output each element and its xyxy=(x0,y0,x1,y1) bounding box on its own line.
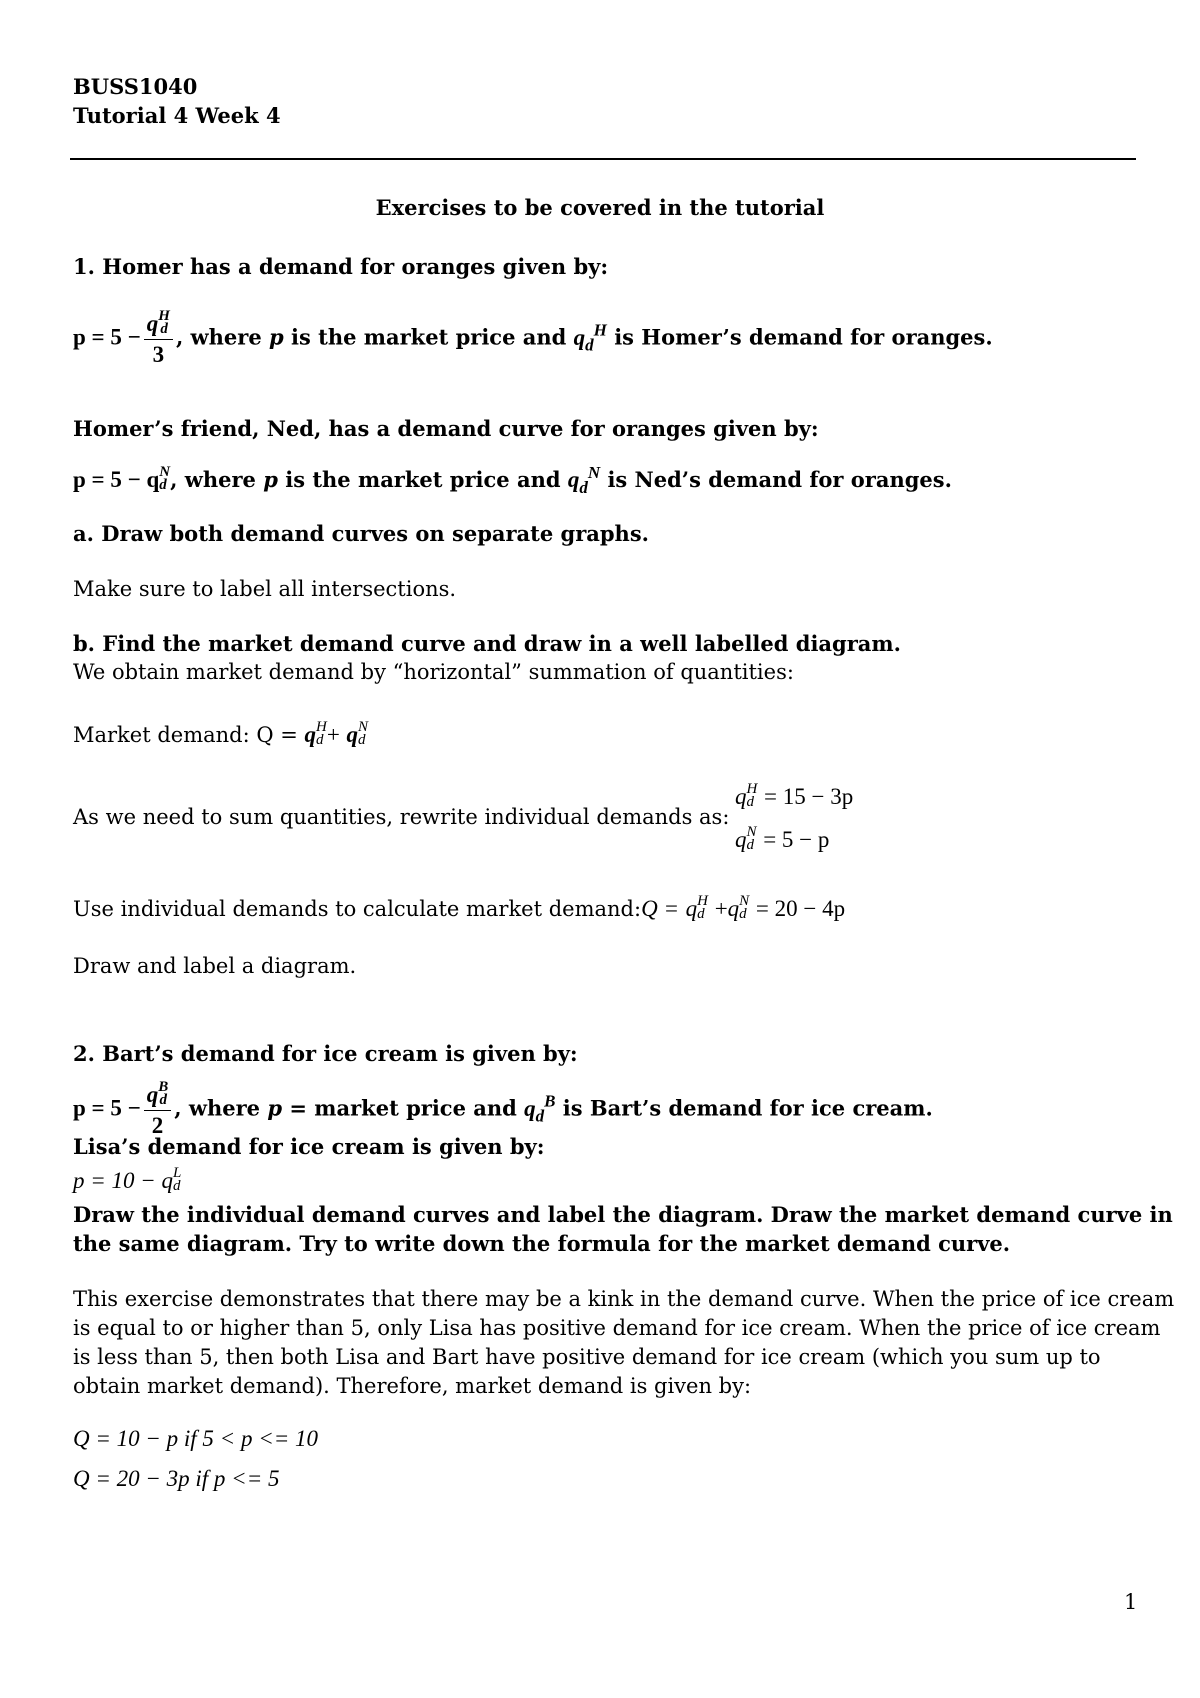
explain-line-1: This exercise demonstrates that there may be a kink in the demand curve. When the price of ice cream xyxy=(73,1287,1175,1311)
q1-homer-line: p = 5 − q H d 3 , where p is the market price and $q_d^H$ is Homer’s demand for oranges. xyxy=(73,307,993,368)
page-number: 1 xyxy=(1124,1590,1138,1614)
q2-instruction-1: Draw the individual demand curves and label the diagram. Draw the market demand curve in xyxy=(73,1202,1173,1227)
lisa-eq-line: p = 10 − q L d xyxy=(73,1164,182,1194)
homer-fraction: q H d 3 xyxy=(144,312,173,366)
q2-instruction-2: the same diagram. Try to write down the formula for the market demand curve. xyxy=(73,1231,1011,1256)
result-eq-1: Q = 10 − p if 5 < p <= 10 xyxy=(73,1426,318,1451)
explain-line-4: obtain market demand). Therefore, market demand is given by: xyxy=(73,1374,752,1398)
ned-intro: Homer’s friend, Ned, has a demand curve for oranges given by: xyxy=(73,416,819,441)
bart-eq-lhs: p = 5 − xyxy=(73,1095,141,1121)
rewrite-text: As we need to sum quantities, rewrite individual demands as: xyxy=(73,805,730,829)
rewrite-eq-ned: q N d = 5 − p xyxy=(735,823,830,853)
header-divider xyxy=(70,158,1136,160)
q1-heading: 1. Homer has a demand for oranges given by: xyxy=(73,254,609,279)
explain-line-3: is less than 5, then both Lisa and Bart have positive demand for ice cream (which you sum up to xyxy=(73,1345,1101,1369)
tutorial-label: Tutorial 4 Week 4 xyxy=(73,103,281,128)
result-eq-2: Q = 20 − 3p if p <= 5 xyxy=(73,1466,280,1491)
lisa-intro: Lisa’s demand for ice cream is given by: xyxy=(73,1134,545,1159)
homer-eq-lhs: p = 5 − xyxy=(73,324,141,350)
calc-line: Use individual demands to calculate market demand:Q = q H d +q N d = 20 − 4p xyxy=(73,892,846,922)
page-title: Exercises to be covered in the tutorial xyxy=(375,195,825,220)
q1-ned-line: p = 5 − q N d , where p is the market price and $q_d^N$ is Ned’s demand for oranges. xyxy=(73,463,952,497)
part-a: a. Draw both demand curves on separate graphs. xyxy=(73,521,649,546)
part-a-note: Make sure to label all intersections. xyxy=(73,577,457,601)
draw-label: Draw and label a diagram. xyxy=(73,954,357,978)
course-code: BUSS1040 xyxy=(73,74,198,99)
part-b-note: We obtain market demand by “horizontal” summation of quantities: xyxy=(73,660,794,684)
q2-bart-line: p = 5 − q B d 2 , where p = market price and $q_d^B$ is Bart’s demand for ice cream. xyxy=(73,1078,933,1139)
rewrite-eq-homer: q H d = 15 − 3p xyxy=(735,780,854,810)
market-demand-line: Market demand: Q = q H d + q N d xyxy=(73,718,369,748)
part-b: b. Find the market demand curve and draw in a well labelled diagram. xyxy=(73,631,901,656)
explain-line-2: is equal to or higher than 5, only Lisa has positive demand for ice cream. When the price of ice cream xyxy=(73,1316,1161,1340)
ned-eq: p = 5 − q xyxy=(73,467,160,492)
bart-fraction: q B d 2 xyxy=(144,1083,172,1137)
q2-heading: 2. Bart’s demand for ice cream is given by: xyxy=(73,1041,578,1066)
